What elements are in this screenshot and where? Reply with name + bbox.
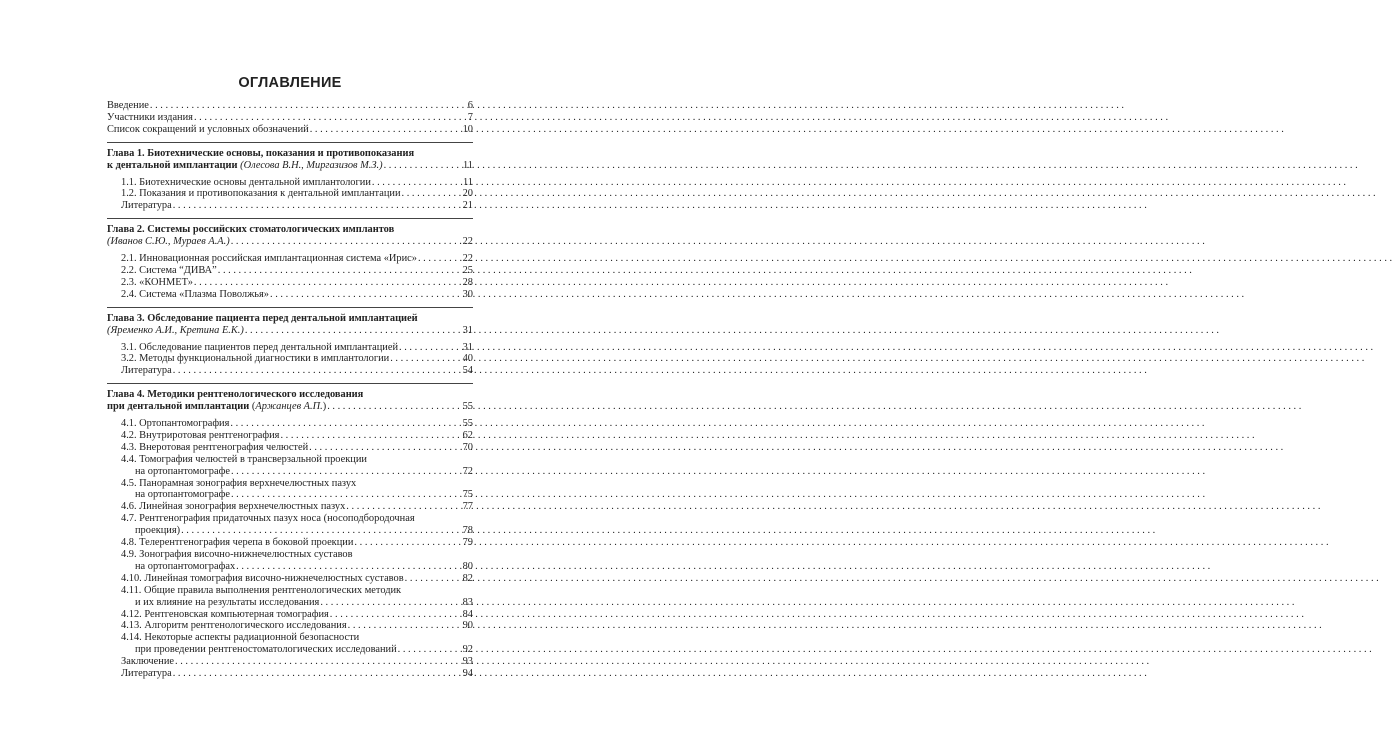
dot-leader (175, 656, 462, 668)
toc-entry-label: Заключение (121, 656, 174, 668)
toc-entry-label: 2.2. Система “ДИВА” (121, 264, 217, 276)
toc-entry-label: 3.2. Методы функциональной диагностики в имплантологии (121, 353, 390, 365)
toc-entry-label: 3.1. Обследование пациентов перед дентальной имплантацией (121, 341, 399, 353)
toc-page (107, 75, 473, 680)
dot-leader (310, 124, 462, 136)
toc-entry-page: 11 (462, 176, 473, 188)
toc-entry-page: 31 (462, 324, 473, 336)
toc-entry-label: и их влияние на результаты исследования (135, 596, 320, 608)
dot-leader (348, 620, 462, 632)
chapter-2-authors: (Иванов С.Ю., Мураев А.А.) (107, 236, 230, 248)
dot-leader (231, 489, 462, 501)
dot-leader (270, 289, 462, 301)
toc-entry-page: 90 (462, 620, 473, 632)
divider (107, 142, 473, 143)
toc-entry-label: Введение (107, 100, 149, 111)
toc-entry-label: 4.8. Телерентгенография черепа в боковой проекции (121, 537, 354, 549)
dot-leader (218, 265, 462, 277)
dot-leader (398, 644, 462, 656)
toc-entry-4-1[interactable] (107, 418, 473, 430)
chapter-4-entry[interactable] (107, 401, 473, 413)
toc-entry-label: Участники издания (107, 111, 193, 123)
toc-entry-page: 82 (462, 572, 473, 584)
divider (107, 218, 473, 219)
toc-entry-4-literature[interactable] (107, 668, 473, 680)
toc-entry-label: 4.12. Рентгеновская компьютерная томография (121, 608, 329, 620)
dot-leader (354, 537, 461, 549)
toc-entry-4-14-first-line[interactable]: 4.14. Некоторые аспекты радиационной безопасности (121, 632, 360, 644)
toc-entry-page: 22 (462, 253, 473, 265)
dot-leader (402, 188, 462, 200)
toc-entry-page: 94 (462, 668, 473, 680)
toc-entry-page: 78 (462, 525, 473, 537)
toc-entry-page: 72 (462, 465, 473, 477)
toc-entry-4-6[interactable] (107, 501, 473, 513)
toc-entry-page: 30 (462, 288, 473, 300)
chapter-1-title[interactable]: Глава 1. Биотехнические основы, показания и противопоказания (107, 147, 415, 159)
toc-entry-page: 55 (462, 418, 473, 430)
dot-leader (181, 525, 462, 537)
toc-entry-4-11-first-line[interactable]: 4.11. Общие правила выполнения рентгенологических методик (121, 584, 402, 596)
toc-entry-label: на ортопантомографе (135, 489, 230, 501)
toc-entry-label: 4.2. Внутриротовая рентгенография (121, 429, 280, 441)
toc-entry-page: 10 (462, 123, 473, 135)
toc-entry-1-literature[interactable] (107, 200, 473, 212)
toc-entry-page: 55 (462, 401, 473, 413)
toc-entry-2-2[interactable] (107, 265, 473, 277)
toc-entry-label: 4.13. Алгоритм рентгенологического исследования (121, 620, 347, 632)
toc-entry-label: 4.1. Ортопантомография (121, 418, 230, 430)
toc-entry-page: 20 (462, 188, 473, 200)
toc-entry-label: 4.3. Внеротовая рентгенография челюстей (121, 441, 309, 453)
toc-entry-label: 1.1. Биотехнические основы дентальной имплантологии (121, 176, 371, 188)
dot-leader (280, 430, 461, 442)
divider (107, 383, 473, 384)
toc-entry-2-4[interactable] (107, 289, 473, 301)
toc-entry-label: проекция) (135, 525, 181, 537)
toc-entry-page: 79 (462, 537, 473, 549)
toc-entry-page: 70 (462, 441, 473, 453)
toc-entry-page: 83 (462, 596, 473, 608)
toc-entry-1-2[interactable] (107, 188, 473, 200)
chapter-1-authors: (Олесова В.Н., Миргазизов М.З.) (240, 159, 383, 171)
toc-entry-page: 22 (462, 236, 473, 248)
toc-entry-page: 21 (462, 200, 473, 212)
dot-leader (194, 112, 467, 124)
chapter-3-authors: (Яременко А.И., Кретина Е.К.) (107, 324, 244, 336)
chapter-1-title-cont: к дентальной имплантации (107, 159, 238, 171)
dot-leader (194, 277, 462, 289)
divider (107, 307, 473, 308)
dot-leader (173, 668, 462, 680)
dot-leader (405, 573, 462, 585)
toc-entry-label: 1.2. Показания и противопоказания к дентальной имплантации (121, 188, 401, 200)
toc-entry-4-7[interactable] (107, 525, 473, 537)
toc-entry-page: 6 (467, 100, 473, 111)
toc-entry-page: 54 (462, 365, 473, 377)
toc-entry-label: Список сокращений и условных обозначений (107, 123, 309, 135)
toc-entry-participants[interactable] (107, 112, 473, 124)
toc-entry-4-4[interactable] (107, 466, 473, 478)
toc-entry-4-7-first-line[interactable]: 4.7. Рентгенография придаточных пазух носа (носоподбородочная (121, 513, 415, 525)
toc-entry-4-9-first-line[interactable]: 4.9. Зонография височно-нижнечелюстных суставов (121, 549, 353, 560)
toc-entry-2-1[interactable] (107, 253, 473, 265)
toc-entry-4-13[interactable] (107, 620, 473, 632)
dot-leader (346, 501, 461, 513)
toc-entry-3-2[interactable] (107, 353, 473, 365)
toc-entry-4-9[interactable] (107, 561, 473, 573)
toc-entry-page: 7 (467, 111, 473, 123)
toc-entry-4-14[interactable] (107, 644, 473, 656)
toc-entry-introduction[interactable] (107, 100, 473, 112)
dot-leader (399, 342, 462, 354)
toc-entry-page: 75 (462, 489, 473, 501)
dot-leader (309, 442, 461, 454)
toc-entry-4-4-first-line[interactable]: 4.4. Томография челюстей в трансверзальной проекции (121, 453, 367, 465)
chapter-4-title-cont: при дентальной имплантации (107, 401, 250, 413)
chapter-2-entry[interactable] (107, 236, 473, 248)
toc-entry-label: на ортопантомографах (135, 560, 236, 572)
toc-entry-page: 31 (462, 341, 473, 353)
toc-entry-4-11[interactable] (107, 597, 473, 609)
dot-leader (231, 466, 462, 478)
chapter-4-authors: (Аржанцев А.П.) (251, 401, 327, 413)
dot-leader (236, 561, 461, 573)
dot-leader (390, 353, 461, 365)
dot-leader (173, 200, 462, 212)
toc-entry-page: 84 (462, 608, 473, 620)
chapter-3-entry[interactable] (107, 325, 473, 337)
toc-entry-label: при проведении рентгеностоматологических исследований (135, 644, 397, 656)
toc-entry-page: 11 (462, 159, 473, 171)
toc-entry-label: 4.10. Линейная томография височно-нижнечелюстных суставов (121, 572, 404, 584)
dot-leader (330, 609, 462, 621)
chapter-4-title[interactable]: Глава 4. Методики рентгенологического исследования (107, 389, 364, 401)
toc-entry-label: Литература (121, 200, 172, 212)
toc-entry-2-3[interactable] (107, 277, 473, 289)
dot-leader (372, 177, 462, 189)
toc-entry-conclusion[interactable] (107, 656, 473, 668)
toc-entry-3-literature[interactable] (107, 365, 473, 377)
page-title: ОГЛАВЛЕНИЕ (238, 75, 342, 91)
toc-entry-4-5-first-line[interactable]: 4.5. Панорамная зонография верхнечелюстных пазух (121, 477, 357, 489)
toc-entry-1-1[interactable] (107, 177, 473, 189)
chapter-1-entry[interactable] (107, 160, 473, 172)
dot-leader (245, 325, 462, 337)
toc-entry-abbreviations[interactable] (107, 124, 473, 136)
toc-entry-label: 2.3. «КОНМЕТ» (121, 276, 193, 288)
toc-entry-label: 2.4. Система «Плазма Поволжья» (121, 288, 269, 300)
toc-entry-page: 92 (462, 644, 473, 656)
toc-entry-page: 80 (462, 560, 473, 572)
chapter-2-title[interactable]: Глава 2. Системы российских стоматологических имплантов (107, 224, 395, 236)
dot-leader (231, 236, 462, 248)
dot-leader (418, 253, 462, 265)
toc-entry-4-2[interactable] (107, 430, 473, 442)
toc-entry-page: 93 (462, 656, 473, 668)
toc-entry-4-3[interactable] (107, 442, 473, 454)
dot-leader (150, 100, 467, 112)
dot-leader (230, 418, 461, 430)
toc-entry-label: на ортопантомографе (135, 465, 230, 477)
toc-entry-page: 25 (462, 264, 473, 276)
dot-leader (173, 365, 462, 377)
dot-leader (384, 160, 462, 172)
toc-entry-page: 62 (462, 429, 473, 441)
dot-leader (320, 597, 461, 609)
toc-entry-4-5[interactable] (107, 489, 473, 501)
toc-entry-4-10[interactable] (107, 573, 473, 585)
dot-leader (327, 401, 461, 413)
toc-entry-page: 40 (462, 353, 473, 365)
toc-entry-label: Литература (121, 668, 172, 680)
toc-entry-page: 28 (462, 276, 473, 288)
toc-entry-page: 77 (462, 501, 473, 513)
toc-entry-4-12[interactable] (107, 609, 473, 621)
toc-entry-3-1[interactable] (107, 342, 473, 354)
toc-entry-label: 2.1. Инновационная российская имплантационная система «Ирис» (121, 253, 417, 265)
toc-entry-label: 4.6. Линейная зонография верхнечелюстных пазух (121, 501, 346, 513)
toc-entry-label: Литература (121, 365, 172, 377)
chapter-4-authors-name: Аржанцев А.П. (255, 401, 323, 413)
chapter-3-title[interactable]: Глава 3. Обследование пациента перед дентальной имплантацией (107, 312, 418, 324)
toc-entry-4-8[interactable] (107, 537, 473, 549)
